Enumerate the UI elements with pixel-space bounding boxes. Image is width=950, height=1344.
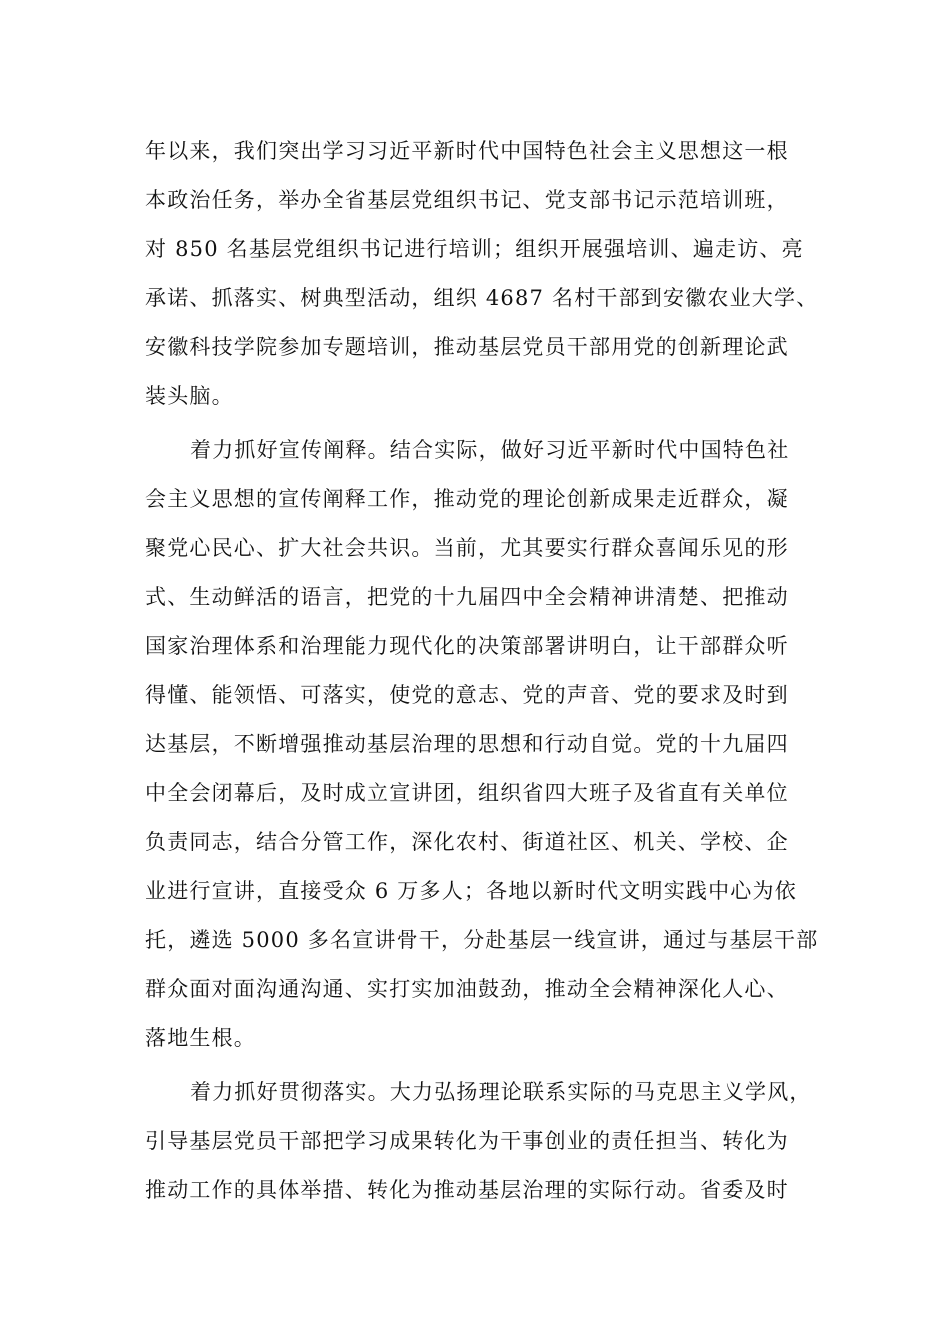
text-line: 本政治任务，举办全省基层党组织书记、党支部书记示范培训班，: [145, 188, 789, 212]
paragraph-heading-line: 着力抓好贯彻落实。大力弘扬理论联系实际的马克思主义学风，: [190, 1080, 812, 1104]
text-line: 会主义思想的宣传阐释工作，推动党的理论创新成果走近群众，凝: [145, 487, 789, 511]
text-line: 承诺、抓落实、树典型活动，组织 4687 名村干部到安徽农业大学、: [145, 286, 819, 310]
text-line: 式、生动鲜活的语言，把党的十九届四中全会精神讲清楚、把推动: [145, 585, 789, 609]
text-line: 得懂、能领悟、可落实，使党的意志、党的声音、党的要求及时到: [145, 683, 789, 707]
text-line: 装头脑。: [145, 384, 234, 408]
text-line: 聚党心民心、扩大社会共识。当前，尤其要实行群众喜闻乐见的形: [145, 536, 789, 560]
text-line: 安徽科技学院参加专题培训，推动基层党员干部用党的创新理论武: [145, 335, 789, 359]
text-line: 托，遴选 5000 多名宣讲骨干，分赴基层一线宣讲，通过与基层干部: [145, 928, 819, 952]
paragraph-heading-line: 着力抓好宣传阐释。结合实际，做好习近平新时代中国特色社: [190, 438, 790, 462]
text-line: 达基层，不断增强推动基层治理的思想和行动自觉。党的十九届四: [145, 732, 789, 756]
text-line: 负责同志，结合分管工作，深化农村、街道社区、机关、学校、企: [145, 830, 789, 854]
text-line: 推动工作的具体举措、转化为推动基层治理的实际行动。省委及时: [145, 1178, 789, 1202]
text-line: 国家治理体系和治理能力现代化的决策部署讲明白，让干部群众听: [145, 634, 789, 658]
text-line: 引导基层党员干部把学习成果转化为干事创业的责任担当、转化为: [145, 1129, 789, 1153]
text-line: 年以来，我们突出学习习近平新时代中国特色社会主义思想这一根: [145, 139, 789, 163]
text-line: 中全会闭幕后，及时成立宣讲团，组织省四大班子及省直有关单位: [145, 781, 789, 805]
text-line: 群众面对面沟通沟通、实打实加油鼓劲，推动全会精神深化人心、: [145, 977, 789, 1001]
text-line: 对 850 名基层党组织书记进行培训；组织开展强培训、遍走访、亮: [145, 237, 804, 261]
text-line: 业进行宣讲，直接受众 6 万多人；各地以新时代文明实践中心为依: [145, 879, 797, 903]
text-line: 落地生根。: [145, 1026, 256, 1050]
